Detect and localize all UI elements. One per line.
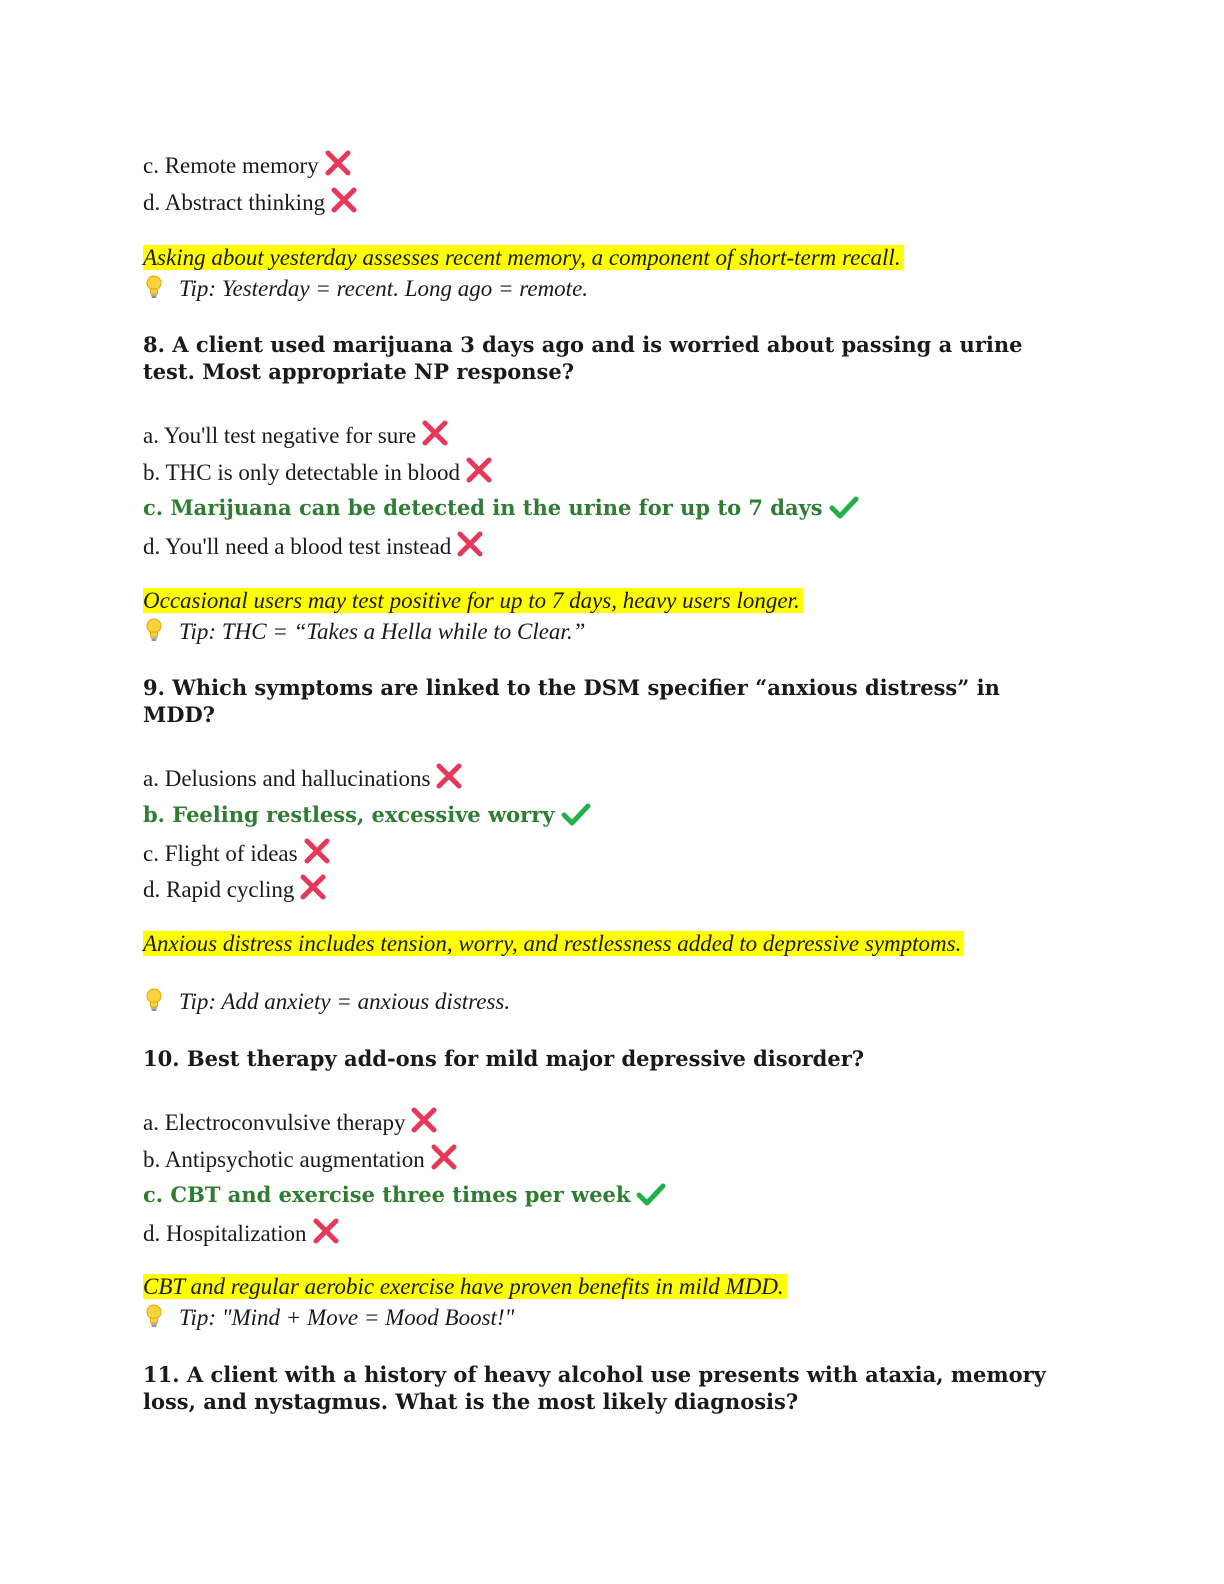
option-text: c. Marijuana can be detected in the urine for up to 7 days: [143, 495, 823, 520]
check-mark-icon: [829, 495, 859, 519]
explanation: [143, 587, 1003, 614]
cross-mark-icon: [329, 185, 359, 215]
light-bulb-icon: [143, 617, 165, 643]
option-text: d. Hospitalization: [143, 1221, 307, 1246]
cross-mark-icon: [298, 872, 328, 902]
light-bulb-icon: [143, 1303, 165, 1329]
option-c: [143, 148, 353, 181]
option-text: a. Delusions and hallucinations: [143, 766, 431, 791]
option-text: b. THC is only detectable in blood: [143, 460, 461, 485]
cross-mark-icon: [455, 529, 485, 559]
tip-text: Tip: "Mind + Move = Mood Boost!": [179, 1305, 515, 1330]
option-text: a. Electroconvulsive therapy: [143, 1110, 406, 1135]
check-mark-icon: [636, 1182, 666, 1206]
option-a: [143, 1105, 439, 1138]
option-d: [143, 872, 328, 905]
cross-mark-icon: [409, 1105, 439, 1135]
cross-mark-icon: [420, 418, 450, 448]
option-d: [143, 185, 359, 218]
explanation-text: Anxious distress includes tension, worry, and restlessness added to depressive symptoms.: [143, 931, 964, 956]
explanation-text: Occasional users may test positive for up to 7 days, heavy users longer.: [143, 588, 803, 613]
option-b: [143, 455, 494, 488]
check-mark-icon: [561, 802, 591, 826]
question-11: 11. A client with a history of heavy alcohol use presents with ataxia, memory loss, and nystagmus. What is the most likely diagnosis?: [143, 1362, 1046, 1414]
cross-mark-icon: [429, 1142, 459, 1172]
question-10: 10. Best therapy add-ons for mild major depressive disorder?: [143, 1046, 865, 1071]
option-c-correct: [143, 493, 859, 523]
option-d: [143, 1216, 341, 1249]
cross-mark-icon: [311, 1216, 341, 1246]
tip-text: Tip: THC = “Takes a Hella while to Clear.”: [179, 619, 586, 644]
question-9: 9. Which symptoms are linked to the DSM specifier “anxious distress” in MDD?: [143, 675, 1000, 727]
tip: [143, 274, 588, 304]
option-text: c. CBT and exercise three times per week: [143, 1182, 631, 1207]
explanation-text: Asking about yesterday assesses recent memory, a component of short-term recall.: [143, 245, 904, 270]
option-a: [143, 761, 464, 794]
cross-mark-icon: [302, 836, 332, 866]
light-bulb-icon: [143, 987, 165, 1013]
option-text: a. You'll test negative for sure: [143, 423, 417, 448]
tip: [143, 987, 510, 1017]
option-b: [143, 1142, 459, 1175]
light-bulb-icon: [143, 274, 165, 300]
option-text: d. Rapid cycling: [143, 877, 295, 902]
option-text: c. Flight of ideas: [143, 841, 298, 866]
option-c-correct: [143, 1180, 666, 1210]
explanation: [143, 244, 1003, 271]
option-text: b. Feeling restless, excessive worry: [143, 802, 555, 827]
option-text: c. Remote memory: [143, 153, 319, 178]
explanation: [143, 1273, 1003, 1300]
tip: [143, 1303, 514, 1333]
option-text: d. Abstract thinking: [143, 190, 326, 215]
question-8: 8. A client used marijuana 3 days ago and is worried about passing a urine test. Most appropriate NP response?: [143, 332, 1023, 384]
cross-mark-icon: [323, 148, 353, 178]
tip-text: Tip: Yesterday = recent. Long ago = remote.: [179, 276, 589, 301]
cross-mark-icon: [464, 455, 494, 485]
explanation: [143, 930, 1003, 957]
tip: [143, 617, 585, 647]
option-d: [143, 529, 485, 562]
option-text: d. You'll need a blood test instead: [143, 534, 452, 559]
explanation-text: CBT and regular aerobic exercise have proven benefits in mild MDD.: [143, 1274, 787, 1299]
option-c: [143, 836, 332, 869]
option-b-correct: [143, 800, 591, 830]
option-a: [143, 418, 450, 451]
option-text: b. Antipsychotic augmentation: [143, 1147, 425, 1172]
tip-text: Tip: Add anxiety = anxious distress.: [179, 989, 511, 1014]
cross-mark-icon: [434, 761, 464, 791]
